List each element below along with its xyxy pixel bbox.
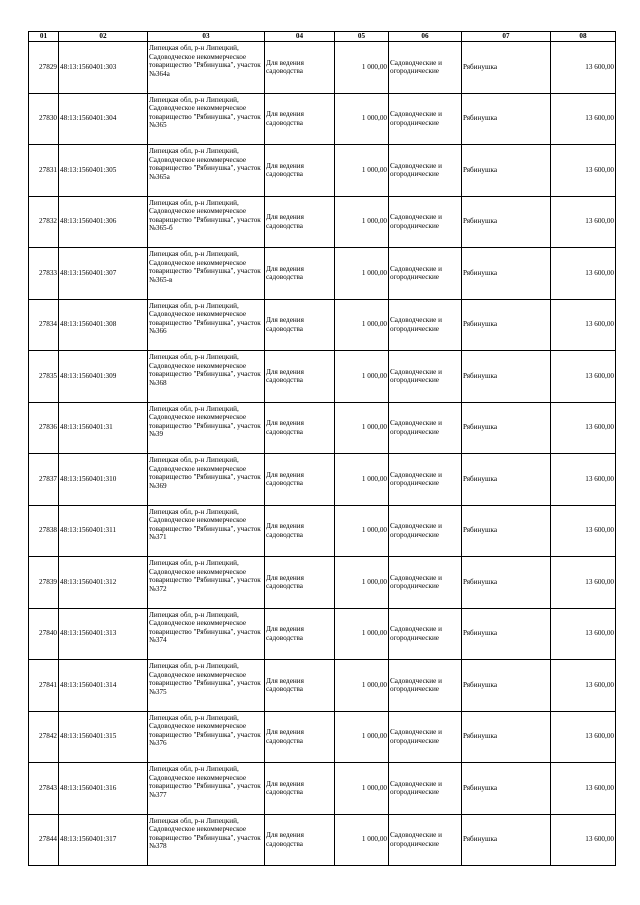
- cadastral-number-cell: 48:13:1560401:307: [59, 248, 148, 300]
- table-row: [29, 814, 616, 866]
- table-row: [29, 763, 616, 815]
- category-cell: Садоводческие и огороднические: [389, 42, 462, 94]
- permitted-use-cell: Для ведения садоводства: [265, 145, 335, 197]
- permitted-use-cell: Для ведения садоводства: [265, 505, 335, 557]
- cadastral-value-cell: 13 600,00: [551, 608, 616, 660]
- cadastral-value-cell: 13 600,00: [551, 505, 616, 557]
- zone-cell: Рябинушка: [462, 402, 551, 454]
- area-cell: 1 000,00: [335, 557, 389, 609]
- cadastral-value-cell: 13 600,00: [551, 763, 616, 815]
- cadastral-number-cell: 48:13:1560401:317: [59, 814, 148, 866]
- table-row: [29, 196, 616, 248]
- cadastral-number-cell: 48:13:1560401:313: [59, 608, 148, 660]
- address-cell: Липецкая обл, р-н Липецкий, Садоводческое некоммерческое товарищество "Рябинушка", участок №378: [148, 814, 265, 866]
- address-cell: Липецкая обл, р-н Липецкий, Садоводческое некоммерческое товарищество "Рябинушка", участок №375: [148, 660, 265, 712]
- area-cell: 1 000,00: [335, 402, 389, 454]
- column-header: 08: [551, 32, 616, 42]
- table-row: [29, 93, 616, 145]
- zone-cell: Рябинушка: [462, 93, 551, 145]
- address-cell: Липецкая обл, р-н Липецкий, Садоводческое некоммерческое товарищество "Рябинушка", участок №39: [148, 402, 265, 454]
- cadastral-value-cell: 13 600,00: [551, 814, 616, 866]
- permitted-use-cell: Для ведения садоводства: [265, 814, 335, 866]
- address-cell: Липецкая обл, р-н Липецкий, Садоводческое некоммерческое товарищество "Рябинушка", участок №374: [148, 608, 265, 660]
- cadastral-value-cell: 13 600,00: [551, 557, 616, 609]
- area-cell: 1 000,00: [335, 145, 389, 197]
- area-cell: 1 000,00: [335, 299, 389, 351]
- area-cell: 1 000,00: [335, 93, 389, 145]
- row-number-cell: 27830: [29, 93, 59, 145]
- category-cell: Садоводческие и огороднические: [389, 660, 462, 712]
- table-row: [29, 608, 616, 660]
- cadastral-number-cell: 48:13:1560401:304: [59, 93, 148, 145]
- table-row: [29, 711, 616, 763]
- table-row: [29, 660, 616, 712]
- row-number-cell: 27839: [29, 557, 59, 609]
- zone-cell: Рябинушка: [462, 454, 551, 506]
- area-cell: 1 000,00: [335, 42, 389, 94]
- table-row: [29, 299, 616, 351]
- cadastral-table: [28, 31, 616, 866]
- address-cell: Липецкая обл, р-н Липецкий, Садоводческое некоммерческое товарищество "Рябинушка", участок №366: [148, 299, 265, 351]
- cadastral-value-cell: 13 600,00: [551, 42, 616, 94]
- permitted-use-cell: Для ведения садоводства: [265, 557, 335, 609]
- category-cell: Садоводческие и огороднические: [389, 814, 462, 866]
- row-number-cell: 27841: [29, 660, 59, 712]
- permitted-use-cell: Для ведения садоводства: [265, 196, 335, 248]
- table-row: [29, 145, 616, 197]
- zone-cell: Рябинушка: [462, 351, 551, 403]
- zone-cell: Рябинушка: [462, 557, 551, 609]
- table-row: [29, 42, 616, 94]
- zone-cell: Рябинушка: [462, 248, 551, 300]
- address-cell: Липецкая обл, р-н Липецкий, Садоводческое некоммерческое товарищество "Рябинушка", участок №369: [148, 454, 265, 506]
- permitted-use-cell: Для ведения садоводства: [265, 763, 335, 815]
- area-cell: 1 000,00: [335, 351, 389, 403]
- address-cell: Липецкая обл, р-н Липецкий, Садоводческое некоммерческое товарищество "Рябинушка", участок №368: [148, 351, 265, 403]
- address-cell: Липецкая обл, р-н Липецкий, Садоводческое некоммерческое товарищество "Рябинушка", участок №365: [148, 93, 265, 145]
- row-number-cell: 27840: [29, 608, 59, 660]
- area-cell: 1 000,00: [335, 196, 389, 248]
- category-cell: Садоводческие и огороднические: [389, 402, 462, 454]
- category-cell: Садоводческие и огороднические: [389, 763, 462, 815]
- cadastral-number-cell: 48:13:1560401:308: [59, 299, 148, 351]
- category-cell: Садоводческие и огороднические: [389, 351, 462, 403]
- cadastral-number-cell: 48:13:1560401:310: [59, 454, 148, 506]
- cadastral-value-cell: 13 600,00: [551, 196, 616, 248]
- cadastral-value-cell: 13 600,00: [551, 93, 616, 145]
- category-cell: Садоводческие и огороднические: [389, 299, 462, 351]
- cadastral-value-cell: 13 600,00: [551, 711, 616, 763]
- table-body: [29, 42, 616, 866]
- zone-cell: Рябинушка: [462, 608, 551, 660]
- cadastral-value-cell: 13 600,00: [551, 145, 616, 197]
- zone-cell: Рябинушка: [462, 145, 551, 197]
- area-cell: 1 000,00: [335, 711, 389, 763]
- column-header: 02: [59, 32, 148, 42]
- area-cell: 1 000,00: [335, 814, 389, 866]
- column-header: 05: [335, 32, 389, 42]
- permitted-use-cell: Для ведения садоводства: [265, 351, 335, 403]
- column-header: 06: [389, 32, 462, 42]
- row-number-cell: 27843: [29, 763, 59, 815]
- zone-cell: Рябинушка: [462, 660, 551, 712]
- address-cell: Липецкая обл, р-н Липецкий, Садоводческое некоммерческое товарищество "Рябинушка", участок №365а: [148, 145, 265, 197]
- address-cell: Липецкая обл, р-н Липецкий, Садоводческое некоммерческое товарищество "Рябинушка", участок №376: [148, 711, 265, 763]
- zone-cell: Рябинушка: [462, 42, 551, 94]
- table-row: [29, 248, 616, 300]
- category-cell: Садоводческие и огороднические: [389, 711, 462, 763]
- table-row: [29, 454, 616, 506]
- cadastral-number-cell: 48:13:1560401:306: [59, 196, 148, 248]
- zone-cell: Рябинушка: [462, 196, 551, 248]
- header-row: [29, 32, 616, 42]
- column-header: 04: [265, 32, 335, 42]
- cadastral-number-cell: 48:13:1560401:314: [59, 660, 148, 712]
- category-cell: Садоводческие и огороднические: [389, 505, 462, 557]
- permitted-use-cell: Для ведения садоводства: [265, 711, 335, 763]
- zone-cell: Рябинушка: [462, 505, 551, 557]
- address-cell: Липецкая обл, р-н Липецкий, Садоводческое некоммерческое товарищество "Рябинушка", участок №365-б: [148, 196, 265, 248]
- row-number-cell: 27844: [29, 814, 59, 866]
- row-number-cell: 27837: [29, 454, 59, 506]
- category-cell: Садоводческие и огороднические: [389, 557, 462, 609]
- permitted-use-cell: Для ведения садоводства: [265, 299, 335, 351]
- area-cell: 1 000,00: [335, 505, 389, 557]
- permitted-use-cell: Для ведения садоводства: [265, 660, 335, 712]
- area-cell: 1 000,00: [335, 608, 389, 660]
- address-cell: Липецкая обл, р-н Липецкий, Садоводческое некоммерческое товарищество "Рябинушка", участок №365-в: [148, 248, 265, 300]
- cadastral-number-cell: 48:13:1560401:316: [59, 763, 148, 815]
- cadastral-value-cell: 13 600,00: [551, 248, 616, 300]
- address-cell: Липецкая обл, р-н Липецкий, Садоводческое некоммерческое товарищество "Рябинушка", участок №372: [148, 557, 265, 609]
- category-cell: Садоводческие и огороднические: [389, 145, 462, 197]
- column-header: 07: [462, 32, 551, 42]
- column-header: 01: [29, 32, 59, 42]
- cadastral-number-cell: 48:13:1560401:31: [59, 402, 148, 454]
- table-row: [29, 557, 616, 609]
- cadastral-value-cell: 13 600,00: [551, 402, 616, 454]
- row-number-cell: 27832: [29, 196, 59, 248]
- zone-cell: Рябинушка: [462, 763, 551, 815]
- column-header: 03: [148, 32, 265, 42]
- address-cell: Липецкая обл, р-н Липецкий, Садоводческое некоммерческое товарищество "Рябинушка", участок №377: [148, 763, 265, 815]
- cadastral-value-cell: 13 600,00: [551, 454, 616, 506]
- zone-cell: Рябинушка: [462, 814, 551, 866]
- table-row: [29, 505, 616, 557]
- row-number-cell: 27831: [29, 145, 59, 197]
- row-number-cell: 27838: [29, 505, 59, 557]
- cadastral-number-cell: 48:13:1560401:303: [59, 42, 148, 94]
- row-number-cell: 27842: [29, 711, 59, 763]
- area-cell: 1 000,00: [335, 454, 389, 506]
- category-cell: Садоводческие и огороднические: [389, 454, 462, 506]
- address-cell: Липецкая обл, р-н Липецкий, Садоводческое некоммерческое товарищество "Рябинушка", участок №364а: [148, 42, 265, 94]
- cadastral-number-cell: 48:13:1560401:309: [59, 351, 148, 403]
- address-cell: Липецкая обл, р-н Липецкий, Садоводческое некоммерческое товарищество "Рябинушка", участок №371: [148, 505, 265, 557]
- row-number-cell: 27836: [29, 402, 59, 454]
- permitted-use-cell: Для ведения садоводства: [265, 248, 335, 300]
- row-number-cell: 27834: [29, 299, 59, 351]
- row-number-cell: 27833: [29, 248, 59, 300]
- cadastral-value-cell: 13 600,00: [551, 660, 616, 712]
- cadastral-value-cell: 13 600,00: [551, 351, 616, 403]
- cadastral-number-cell: 48:13:1560401:312: [59, 557, 148, 609]
- permitted-use-cell: Для ведения садоводства: [265, 402, 335, 454]
- cadastral-value-cell: 13 600,00: [551, 299, 616, 351]
- row-number-cell: 27835: [29, 351, 59, 403]
- table-row: [29, 351, 616, 403]
- cadastral-number-cell: 48:13:1560401:315: [59, 711, 148, 763]
- cadastral-number-cell: 48:13:1560401:311: [59, 505, 148, 557]
- category-cell: Садоводческие и огороднические: [389, 196, 462, 248]
- cadastral-number-cell: 48:13:1560401:305: [59, 145, 148, 197]
- zone-cell: Рябинушка: [462, 299, 551, 351]
- area-cell: 1 000,00: [335, 763, 389, 815]
- zone-cell: Рябинушка: [462, 711, 551, 763]
- category-cell: Садоводческие и огороднические: [389, 248, 462, 300]
- area-cell: 1 000,00: [335, 660, 389, 712]
- table-row: [29, 402, 616, 454]
- permitted-use-cell: Для ведения садоводства: [265, 42, 335, 94]
- category-cell: Садоводческие и огороднические: [389, 608, 462, 660]
- category-cell: Садоводческие и огороднические: [389, 93, 462, 145]
- permitted-use-cell: Для ведения садоводства: [265, 454, 335, 506]
- permitted-use-cell: Для ведения садоводства: [265, 93, 335, 145]
- area-cell: 1 000,00: [335, 248, 389, 300]
- row-number-cell: 27829: [29, 42, 59, 94]
- permitted-use-cell: Для ведения садоводства: [265, 608, 335, 660]
- document-page: [28, 31, 615, 866]
